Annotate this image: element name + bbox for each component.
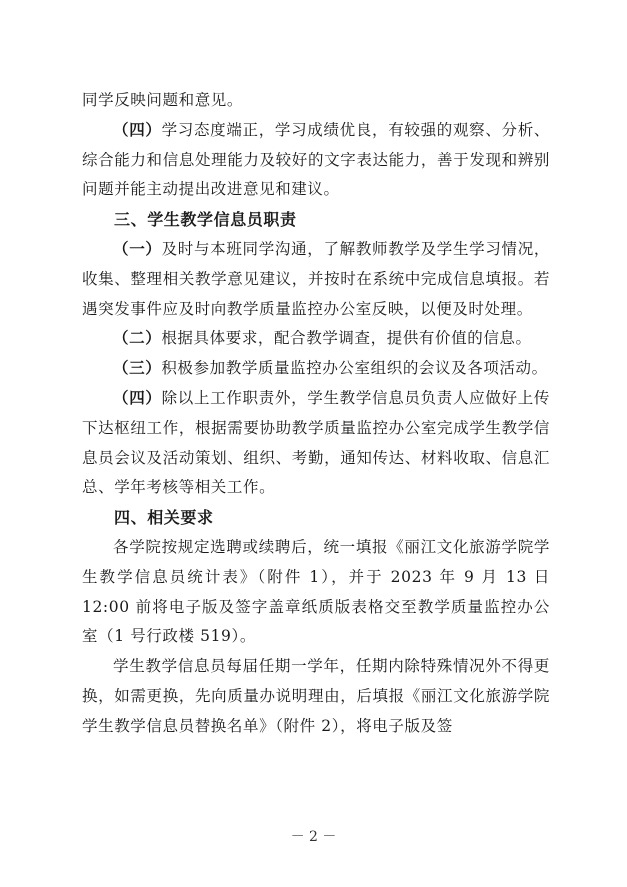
paragraph-requirement-4 [82, 116, 550, 205]
item-text: 学习态度端正，学习成绩优良，有较强的观察、分析、综合能力和信息处理能力及较好的文字表达能力，善于发现和辨别问题并能主动提出改进意见和建议。 [82, 120, 550, 199]
paragraph-duty-1 [82, 235, 550, 324]
item-text: 除以上工作职责外，学生教学信息员负责人应做好上传下达枢纽工作，根据需要协助教学质量监控办公室完成学生教学信息员会议及活动策划、组织、考勤，通知传达、材料收取、信息汇总、学年考核等相关工作。 [82, 388, 550, 497]
page-body [82, 86, 550, 742]
paragraph-continuation: 同学反映问题和意见。 [82, 91, 244, 109]
item-text: 积极参加教学质量监控办公室组织的会议及各项活动。 [161, 359, 548, 378]
paragraph-duty-4 [82, 384, 550, 503]
paragraph-requirements-1: 各学院按规定选聘或续聘后，统一填报《丽江文化旅游学院学生教学信息员统计表》（附件 1），并于 2023 年 9 月 13 日 12:00 前将电子版及签字盖章纸质版表格交至教学质量监控办公室（1 号行政楼 519）。 [82, 537, 550, 646]
item-label: （四） [113, 120, 162, 139]
item-label: （二） [113, 329, 162, 348]
item-label: （四） [113, 388, 162, 407]
item-text: 及时与本班同学沟通，了解教师教学及学生学习情况，收集、整理相关教学意见建议，并按时在系统中完成信息填报。若遇突发事件应及时向教学质量监控办公室反映，以便及时处理。 [82, 239, 550, 318]
section-heading-duties: 三、学生教学信息员职责 [114, 210, 297, 230]
page-number: － 2 － [290, 829, 337, 845]
paragraph-duty-2 [82, 324, 550, 354]
item-label: （三） [113, 359, 162, 378]
item-text: 根据具体要求，配合教学调查，提供有价值的信息。 [161, 329, 532, 348]
section-heading-requirements: 四、相关要求 [114, 508, 214, 528]
item-label: （一） [113, 239, 162, 258]
paragraph-duty-3 [82, 354, 550, 384]
paragraph-requirements-2: 学生教学信息员每届任期一学年，任期内除特殊情况外不得更换，如需更换，先向质量办说明理由，后填报《丽江文化旅游学院学生教学信息员替换名单》（附件 2），将电子版及签 [82, 657, 550, 735]
